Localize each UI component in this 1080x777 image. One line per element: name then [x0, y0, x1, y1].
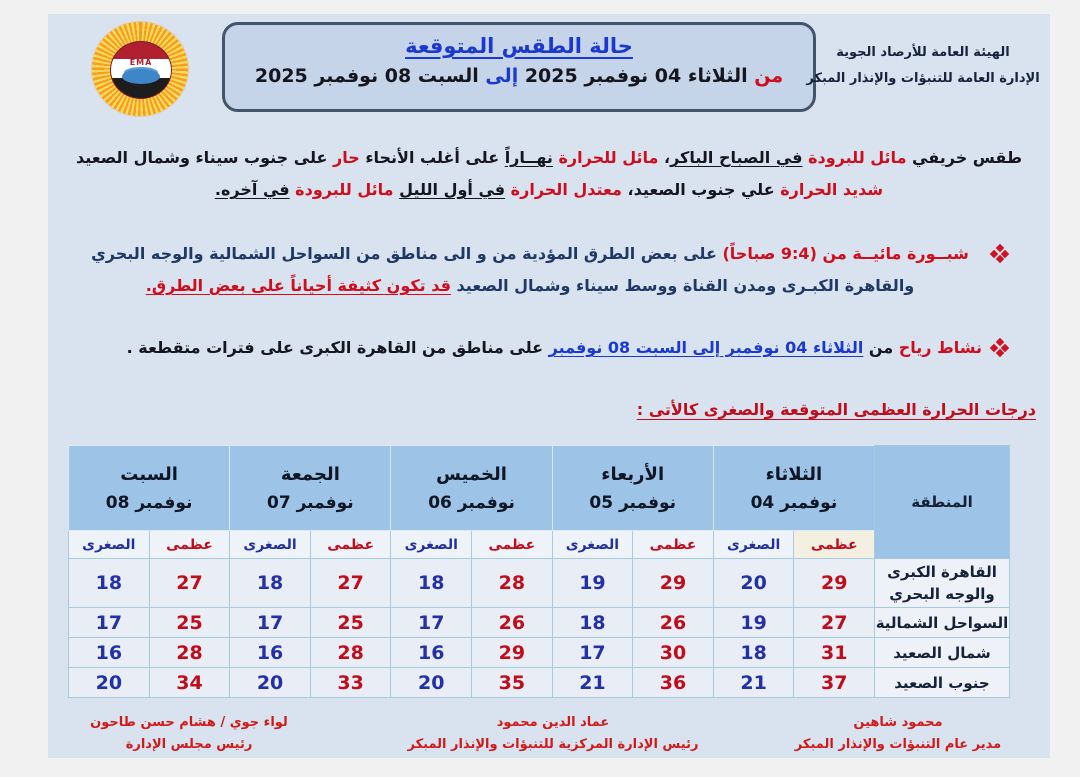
- wind-notice-text: [78, 332, 982, 364]
- text-segment: في الصباح الباكر: [670, 148, 803, 167]
- min-temp-cell: 18: [230, 559, 311, 608]
- day-date: 04 نوفمبر: [750, 492, 838, 513]
- max-temp-cell: 28: [310, 638, 391, 668]
- max-subheader: عظمى: [472, 531, 553, 559]
- min-temp-cell: 20: [713, 559, 794, 608]
- table-heading: درجات الحرارة العظمى المتوقعة والصغرى كالأتى :: [636, 400, 1036, 419]
- text-segment: على بعض الطرق المؤدية من و الى مناطق من السواحل الشمالية والوجه البحري والقاهرة الكبـرى ومدن القناة ووسط سيناء وشمال الصعيد: [91, 244, 915, 295]
- page-title: حالة الطقس المتوقعة: [405, 34, 633, 58]
- date-range-subtitle: [225, 65, 813, 87]
- day-name: الأربعاء: [601, 463, 665, 485]
- text-segment: حار: [327, 148, 360, 167]
- text-segment: الثلاثاء 04 نوفمبر إلى السبت 08 نوفمبر: [548, 338, 864, 357]
- min-temp-cell: 19: [713, 608, 794, 638]
- signature-title: رئيس الإدارة المركزية للتنبؤات والإنذار المبكر: [407, 737, 699, 752]
- max-temp-cell: 25: [149, 608, 230, 638]
- min-subheader: الصغرى: [230, 531, 311, 559]
- table-row: [69, 668, 1010, 698]
- text-segment: معتدل الحرارة: [505, 180, 622, 199]
- text-segment: شديد الحرارة: [774, 180, 884, 199]
- max-temp-cell: 36: [633, 668, 714, 698]
- text-segment: في آخره.: [214, 180, 290, 199]
- min-temp-cell: 18: [69, 559, 150, 608]
- text-segment: من: [747, 65, 784, 87]
- min-temp-cell: 20: [69, 668, 150, 698]
- text-segment: على مناطق من القاهرة الكبرى على فترات متقطعة .: [126, 338, 549, 357]
- signature-block: [758, 712, 1038, 756]
- region-cell: جنوب الصعيد: [875, 668, 1010, 698]
- max-temp-cell: 37: [794, 668, 875, 698]
- max-temp-cell: 28: [149, 638, 230, 668]
- text-segment: في أول الليل: [399, 180, 506, 199]
- max-subheader: عظمى: [794, 531, 875, 559]
- forecast-paragraph: [58, 142, 1040, 206]
- max-temp-cell: 30: [633, 638, 714, 668]
- signature-title: رئيس مجلس الإدارة: [125, 737, 253, 752]
- text-segment: نشاط رياح: [893, 338, 982, 357]
- day-header: [230, 446, 391, 531]
- min-temp-cell: 20: [230, 668, 311, 698]
- min-subheader: الصغرى: [391, 531, 472, 559]
- day-date: 07 نوفمبر: [267, 492, 354, 513]
- min-temp-cell: 16: [230, 638, 311, 668]
- signature-block: [400, 712, 706, 756]
- table-row: [69, 559, 1010, 608]
- day-header: [69, 446, 230, 531]
- signature-name: لواء جوي / هشام حسن طاحون: [90, 715, 288, 730]
- table-row: [69, 608, 1010, 638]
- text-segment: نهــاراً: [504, 148, 553, 167]
- day-header-row: [69, 446, 1010, 531]
- text-segment: مائل للحرارة: [552, 148, 659, 167]
- max-temp-cell: 31: [794, 638, 875, 668]
- region-cell: السواحل الشمالية: [875, 608, 1010, 638]
- max-temp-cell: 27: [149, 559, 230, 608]
- text-segment: شبــورة مائيــة من (9:4 صباحاً): [716, 244, 969, 263]
- text-segment: قد تكون كثيفة أحياناً على بعض الطرق.: [145, 276, 451, 295]
- text-segment: مائل للبرودة: [802, 148, 907, 167]
- text-segment: طقس خريفي: [906, 148, 1023, 167]
- min-temp-cell: 17: [230, 608, 311, 638]
- max-temp-cell: 29: [633, 559, 714, 608]
- signature-block: [58, 712, 320, 756]
- max-subheader: عظمى: [149, 531, 230, 559]
- min-temp-cell: 16: [69, 638, 150, 668]
- day-date: 08 نوفمبر: [105, 492, 193, 513]
- text-segment: من: [863, 338, 894, 357]
- max-temp-cell: 29: [794, 559, 875, 608]
- max-temp-cell: 26: [633, 608, 714, 638]
- min-subheader: الصغرى: [69, 531, 150, 559]
- day-date: 05 نوفمبر: [589, 492, 677, 513]
- diamond-bullet-icon: [991, 245, 1008, 262]
- min-temp-cell: 16: [391, 638, 472, 668]
- min-temp-cell: 21: [552, 668, 633, 698]
- max-subheader: عظمى: [310, 531, 391, 559]
- max-temp-cell: 25: [310, 608, 391, 638]
- day-name: الثلاثاء: [765, 463, 823, 485]
- min-temp-cell: 18: [391, 559, 472, 608]
- min-subheader: الصغرى: [713, 531, 794, 559]
- min-temp-cell: 20: [391, 668, 472, 698]
- table-body: [69, 559, 1010, 698]
- signatures: [48, 712, 1050, 760]
- max-temp-cell: 35: [472, 668, 553, 698]
- fog-notice-text: [78, 238, 982, 302]
- max-temp-cell: 28: [472, 559, 553, 608]
- day-name: الخميس: [436, 463, 507, 485]
- region-cell: القاهرة الكبرى والوجه البحري: [875, 559, 1010, 608]
- max-temp-cell: 29: [472, 638, 553, 668]
- text-segment: على أغلب الأنحاء: [359, 148, 505, 167]
- min-temp-cell: 17: [391, 608, 472, 638]
- region-cell: شمال الصعيد: [875, 638, 1010, 668]
- region-column-header: المنطقة: [875, 446, 1010, 559]
- day-date: 06 نوفمبر: [428, 492, 515, 513]
- text-segment: السبت 08 نوفمبر 2025: [254, 65, 479, 87]
- min-temp-cell: 17: [552, 638, 633, 668]
- temperature-table: [68, 445, 1010, 698]
- flag-emblem-icon: [110, 41, 172, 99]
- min-temp-cell: 18: [713, 638, 794, 668]
- max-temp-cell: 27: [794, 608, 875, 638]
- max-temp-cell: 26: [472, 608, 553, 638]
- max-temp-cell: 27: [310, 559, 391, 608]
- title-box: [222, 22, 816, 112]
- day-name: الجمعة: [280, 463, 340, 485]
- cloud-icon: [122, 69, 160, 84]
- text-segment: ،: [658, 148, 671, 167]
- text-segment: الثلاثاء 04 نوفمبر 2025: [518, 65, 748, 87]
- organization-header: [800, 40, 1046, 92]
- text-segment: على جنوب سيناء وشمال الصعيد: [75, 148, 328, 167]
- signature-title: مدير عام التنبؤات والإنذار المبكر: [794, 737, 1002, 752]
- diamond-bullet-icon: [991, 339, 1008, 356]
- logo-text: EMA: [129, 58, 153, 67]
- min-subheader: الصغرى: [552, 531, 633, 559]
- min-temp-cell: 21: [713, 668, 794, 698]
- min-temp-cell: 17: [69, 608, 150, 638]
- text-segment: مائل للبرودة: [289, 180, 394, 199]
- ema-logo: [92, 22, 188, 116]
- signature-name: محمود شاهين: [853, 715, 943, 730]
- fog-notice: [78, 238, 1010, 302]
- org-department: الإدارة العامة للتنبؤات والإنذار المبكر: [806, 71, 1040, 86]
- max-temp-cell: 33: [310, 668, 391, 698]
- weather-bulletin-document: [48, 14, 1050, 758]
- subheader-row: [69, 531, 1010, 559]
- wind-notice: [78, 332, 1010, 364]
- day-header: [552, 446, 713, 531]
- org-name: الهيئة العامة للأرصاد الجوية: [836, 45, 1010, 60]
- min-temp-cell: 18: [552, 608, 633, 638]
- day-header: [713, 446, 874, 531]
- table-row: [69, 638, 1010, 668]
- day-name: السبت: [120, 463, 178, 485]
- max-subheader: عظمى: [633, 531, 714, 559]
- text-segment: إلى: [478, 65, 519, 87]
- max-temp-cell: 34: [149, 668, 230, 698]
- text-segment: علي جنوب الصعيد،: [621, 180, 775, 199]
- day-header: [391, 446, 552, 531]
- signature-name: عماد الدين محمود: [496, 715, 610, 730]
- min-temp-cell: 19: [552, 559, 633, 608]
